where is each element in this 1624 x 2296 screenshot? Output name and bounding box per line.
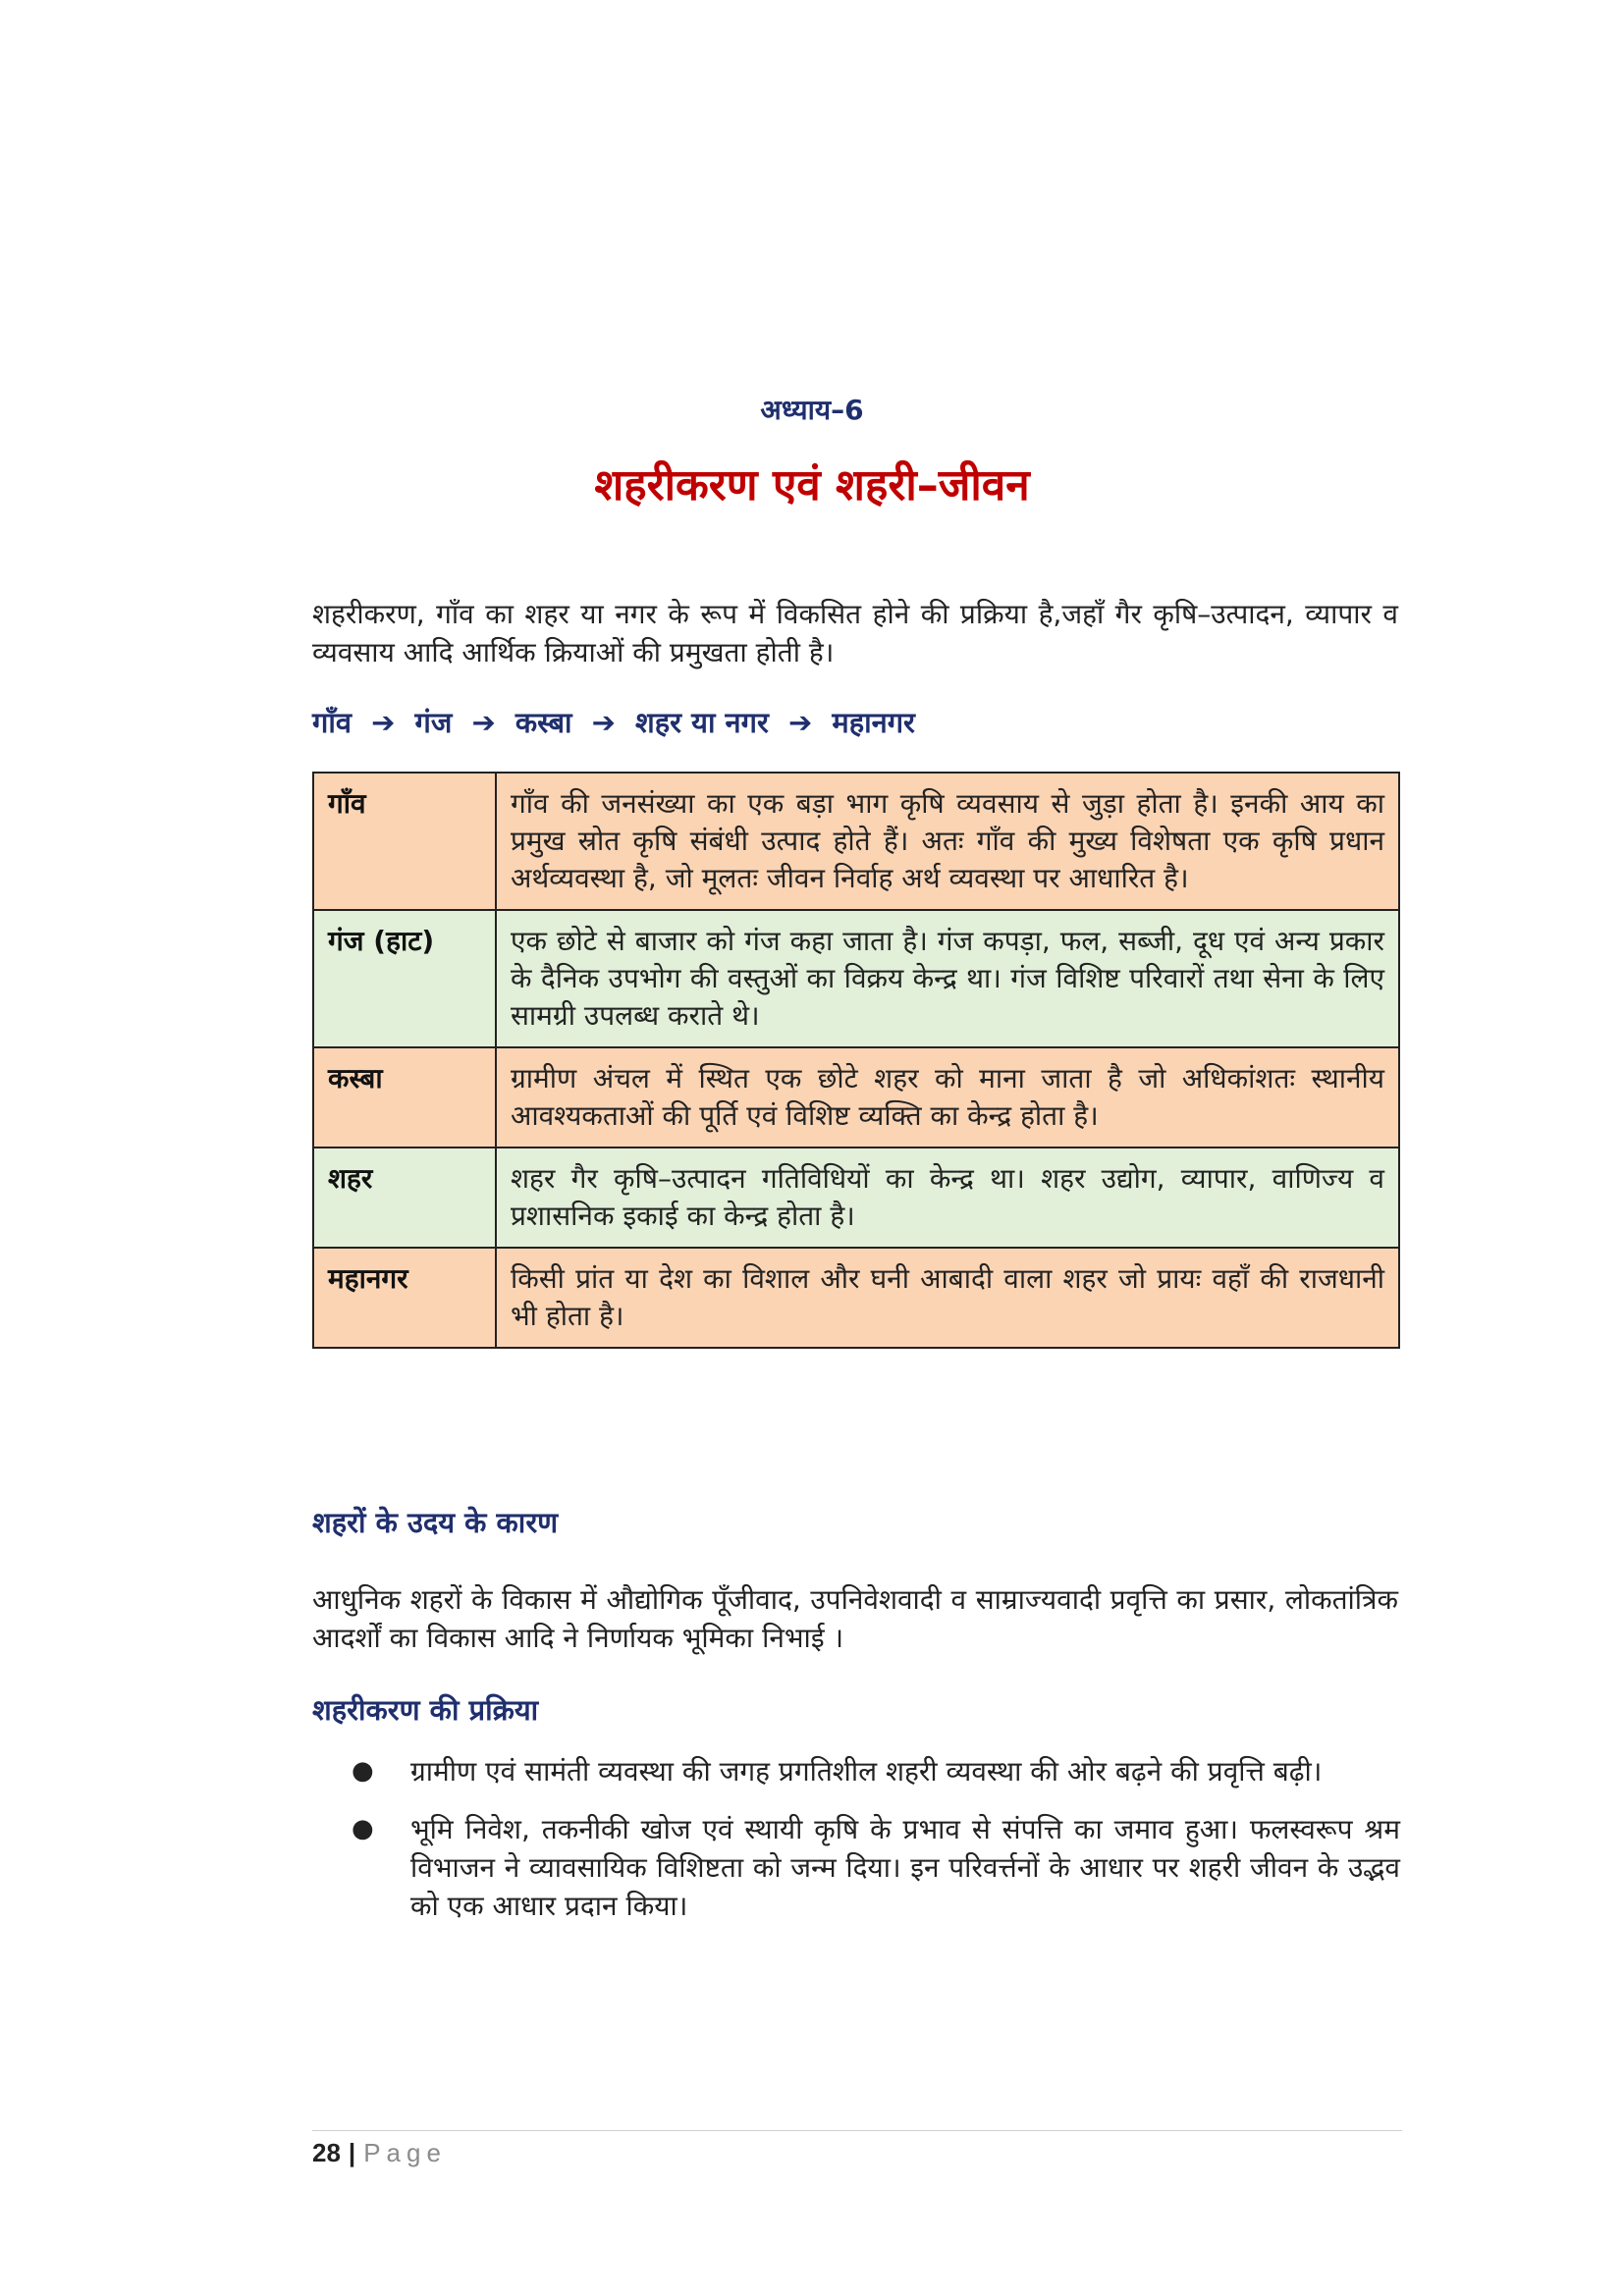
arrow-right-icon: ➔ — [371, 706, 396, 739]
list-item-text: ग्रामीण एवं सामंती व्यवस्था की जगह प्रगतिशील शहरी व्यवस्था की ओर बढ़ने की प्रवृत्ति बढ़ी। — [410, 1755, 1323, 1788]
table-term: गाँव — [313, 773, 496, 910]
chapter-label: अध्याय–6 — [760, 394, 864, 426]
table-term: कस्बा — [313, 1047, 496, 1148]
table-description: गाँव की जनसंख्या का एक बड़ा भाग कृषि व्यवसाय से जुड़ा होता है। इनकी आय का प्रमुख स्रोत कृषि संबंधी उत्पाद होते हैं। अतः गाँव की मुख्य विशेषता एक कृषि प्रधान अर्थव्यवस्था है, जो मूलतः जीवन निर्वाह अर्थ व्यवस्था पर आधारित है। — [496, 773, 1399, 910]
chapter-title: शहरीकरण एवं शहरी–जीवन — [594, 460, 1030, 510]
arrow-right-icon: ➔ — [591, 706, 616, 739]
flow-step: महानगर — [832, 706, 915, 739]
settlement-table — [312, 772, 1400, 1349]
table-row — [313, 1047, 1399, 1148]
bullet-icon: ● — [352, 1756, 374, 1786]
footer-separator: | — [348, 2138, 356, 2167]
arrow-right-icon: ➔ — [471, 706, 496, 739]
flow-step: गंज — [414, 706, 453, 739]
table-row — [313, 773, 1399, 910]
settlement-flow — [312, 703, 1398, 741]
page-label: Page — [363, 2138, 447, 2167]
list-item-text: भूमि निवेश, तकनीकी खोज एवं स्थायी कृषि के प्रभाव से संपत्ति का जमाव हुआ। फलस्वरूप श्रम विभाजन ने व्यावसायिक विशिष्टता को जन्म दिया। इन परिवर्त्तनों के आधार पर शहरी जीवन के उद्भव को एक आधार प्रदान किया। — [410, 1813, 1400, 1922]
table-description: एक छोटे से बाजार को गंज कहा जाता है। गंज कपड़ा, फल, सब्जी, दूध एवं अन्य प्रकार के दैनिक उपभोग की वस्तुओं का विक्रय केन्द्र था। गंज विशिष्ट परिवारों तथा सेना के लिए सामग्री उपलब्ध कराते थे। — [496, 910, 1399, 1047]
section-heading-prakriya: शहरीकरण की प्रक्रिया — [312, 1693, 539, 1727]
table-row — [313, 1148, 1399, 1248]
table-row — [313, 1248, 1399, 1348]
list-item — [312, 1810, 1400, 1925]
udaya-paragraph: आधुनिक शहरों के विकास में औद्योगिक पूँजीवाद, उपनिवेशवादी व साम्राज्यवादी प्रवृत्ति का प्रसार, लोकतांत्रिक आदर्शों का विकास आदि ने निर्णायक भूमिका निभाई । — [312, 1583, 1398, 1654]
table-term: महानगर — [313, 1248, 496, 1348]
table-description: ग्रामीण अंचल में स्थित एक छोटे शहर को माना जाता है जो अधिकांशतः स्थानीय आवश्यकताओं की पूर्ति एवं विशिष्ट व्यक्ति का केन्द्र होता है। — [496, 1047, 1399, 1148]
page-footer — [312, 2138, 447, 2168]
prakriya-bullet-list — [312, 1752, 1400, 1945]
intro-paragraph: शहरीकरण, गाँव का शहर या नगर के रूप में विकसित होने की प्रक्रिया है,जहाँ गैर कृषि–उत्पादन, व्यापार व व्यवसाय आदि आर्थिक क्रियाओं की प्रमुखता होती है। — [312, 598, 1398, 668]
section-heading-udaya: शहरों के उदय के कारण — [312, 1506, 559, 1539]
footer-divider — [312, 2130, 1402, 2131]
flow-step: शहर या नगर — [635, 706, 769, 739]
table-row — [313, 910, 1399, 1047]
arrow-right-icon: ➔ — [787, 706, 813, 739]
table-description: किसी प्रांत या देश का विशाल और घनी आबादी वाला शहर जो प्रायः वहाँ की राजधानी भी होता है। — [496, 1248, 1399, 1348]
table-term: गंज (हाट) — [313, 910, 496, 1047]
table-description: शहर गैर कृषि–उत्पादन गतिविधियों का केन्द्र था। शहर उद्योग, व्यापार, वाणिज्य व प्रशासनिक इकाई का केन्द्र होता है। — [496, 1148, 1399, 1248]
table-term: शहर — [313, 1148, 496, 1248]
flow-step: कस्बा — [514, 706, 572, 739]
flow-step: गाँव — [312, 706, 352, 739]
page-number: 28 — [312, 2138, 341, 2167]
list-item — [312, 1752, 1400, 1790]
bullet-icon: ● — [352, 1814, 374, 1843]
